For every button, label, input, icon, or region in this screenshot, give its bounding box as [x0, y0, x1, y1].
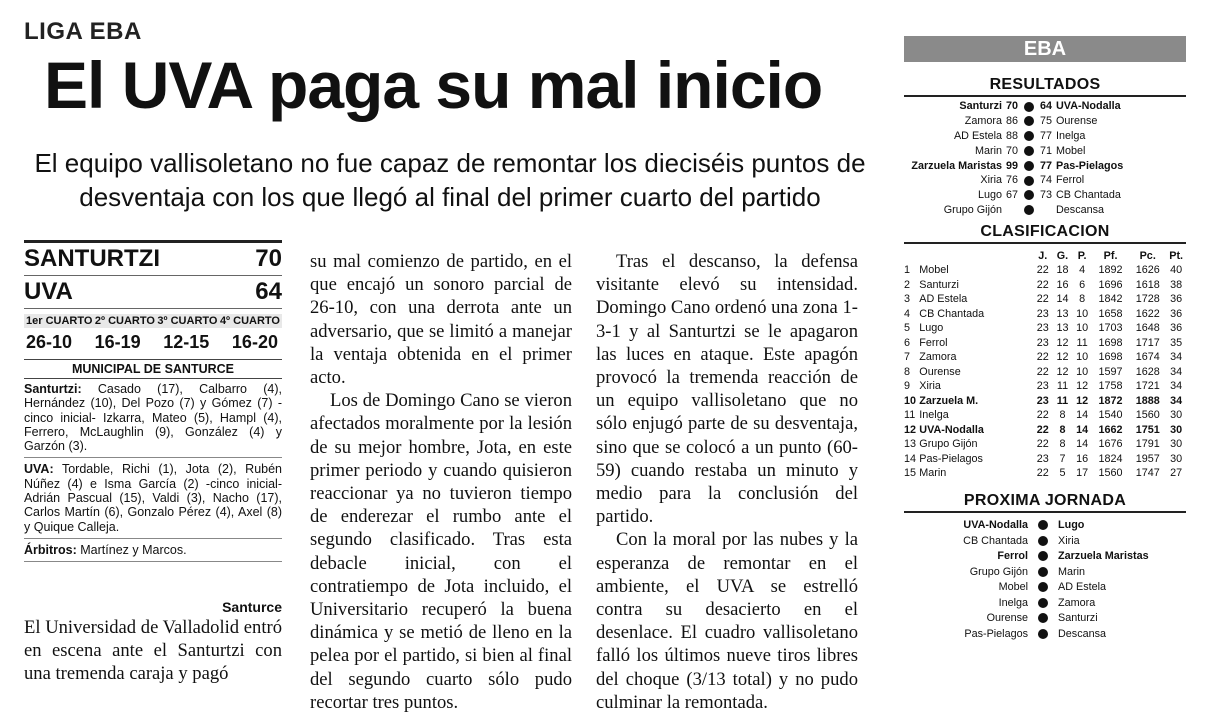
standings-played: 22 [1036, 264, 1049, 277]
next-home-team: Inelga [998, 596, 1028, 609]
standings-won: 18 [1056, 264, 1069, 277]
standings-position: 15 [904, 467, 917, 480]
result-dot [1028, 579, 1058, 595]
standings-points: 27 [1170, 467, 1183, 480]
next-away-team: AD Estela [1058, 581, 1107, 594]
standings-points-against: 1791 [1135, 438, 1160, 451]
standings-points-against: 1751 [1135, 423, 1160, 436]
standings-points-against: 1957 [1135, 452, 1160, 465]
standings-position: 9 [904, 380, 911, 393]
standings-lost: 10 [1076, 322, 1089, 335]
result-dot [1022, 203, 1036, 218]
standings-points: 34 [1170, 380, 1183, 393]
article-column-2 [310, 250, 572, 714]
next-round-row [904, 579, 1186, 595]
standings-row [904, 306, 1186, 321]
standings-position: 10 [904, 394, 917, 407]
bullet-icon [1024, 205, 1034, 215]
standings-points-for: 1698 [1098, 351, 1123, 364]
standings-points-against: 1628 [1135, 365, 1160, 378]
next-home-team: CB Chantada [963, 534, 1028, 547]
standings-lost: 6 [1079, 278, 1086, 291]
standings-row [904, 292, 1186, 307]
quarter-score: 26-10 [26, 332, 73, 352]
standings-points-against: 1626 [1135, 264, 1160, 277]
result-home-team: Santurzi [959, 100, 1002, 113]
standings-row [904, 364, 1186, 379]
result-away-team: Pas-Pielagos [1056, 159, 1124, 172]
standings-points-against: 1622 [1135, 307, 1160, 320]
standings-team: AD Estela [919, 293, 968, 306]
standings-won: 5 [1059, 467, 1066, 480]
standings-team: Lugo [919, 322, 944, 335]
standings-team: Ourense [919, 365, 961, 378]
standings-points: 40 [1170, 264, 1183, 277]
standings-row [904, 422, 1186, 437]
standings-points: 38 [1170, 278, 1183, 291]
standings-points: 36 [1170, 322, 1183, 335]
standings-header: P. [1077, 249, 1087, 262]
standings-row [904, 466, 1186, 481]
bullet-icon [1038, 582, 1048, 592]
home-team-name: SANTURTZI [24, 245, 160, 272]
next-round-table [904, 517, 1186, 641]
next-home-team: Mobel [998, 581, 1028, 594]
standings-points-against: 1717 [1135, 336, 1160, 349]
standings-points-for: 1597 [1098, 365, 1123, 378]
next-round-title: PROXIMA JORNADA [963, 492, 1127, 510]
standings-played: 23 [1036, 394, 1049, 407]
standings-points-for: 1698 [1098, 336, 1123, 349]
standings-won: 12 [1056, 336, 1069, 349]
quarter-score: 16-19 [94, 332, 141, 352]
standings-lost: 12 [1076, 394, 1089, 407]
standings-team: Santurzi [919, 278, 959, 291]
result-home-score: 99 [1005, 159, 1018, 172]
next-round-row [904, 517, 1186, 533]
standings-played: 23 [1036, 336, 1049, 349]
bullet-icon [1038, 551, 1048, 561]
result-home-team: Xiria [980, 174, 1002, 187]
result-home-team: Lugo [977, 189, 1002, 202]
standings-played: 22 [1036, 278, 1049, 291]
uva-lineup-label: UVA: [24, 462, 54, 477]
quarter-label: 2º CUARTO [94, 315, 155, 327]
result-home-score: 67 [1005, 189, 1018, 202]
standings-points-against: 1728 [1135, 293, 1160, 306]
standings-position: 4 [904, 307, 911, 320]
bullet-icon [1038, 536, 1048, 546]
uva-lineup-block [24, 462, 282, 533]
result-row [904, 188, 1186, 203]
standings-points-for: 1703 [1098, 322, 1123, 335]
standings-points-against: 1560 [1135, 409, 1160, 422]
result-row [904, 158, 1186, 173]
standings-played: 22 [1036, 423, 1049, 436]
bullet-icon [1024, 131, 1034, 141]
standings-lost: 10 [1076, 351, 1089, 364]
bullet-icon [1038, 598, 1048, 608]
standings-points-for: 1842 [1098, 293, 1123, 306]
standings-points: 34 [1170, 365, 1183, 378]
result-dot [1022, 188, 1036, 203]
standings-played: 23 [1036, 452, 1049, 465]
standings-points-for: 1676 [1098, 438, 1123, 451]
standings-team: Mobel [919, 264, 949, 277]
standings-played: 23 [1036, 322, 1049, 335]
santurtzi-lineup: Casado (17), Calbarro (4), Hernández (10), Del Pozo (7) y Gómez (7) -cinco inicial- Izkarra, Mateo (5), Hampl (4), Ferrero, McLaughlin (9), González (4) y Garzón (3). [24, 382, 282, 454]
quarter-score: 16-20 [231, 332, 278, 352]
standings-row [904, 263, 1186, 278]
result-dot [1028, 533, 1058, 549]
standings-position: 6 [904, 336, 911, 349]
standings-position: 7 [904, 351, 911, 364]
result-home-score: 88 [1005, 129, 1018, 142]
section-label: LIGA EBA [24, 18, 142, 45]
next-round-row [904, 626, 1186, 642]
standings-won: 12 [1056, 365, 1069, 378]
away-team-name: UVA [24, 278, 73, 305]
standings-won: 12 [1056, 351, 1069, 364]
standings-points: 30 [1170, 423, 1183, 436]
standings-won: 11 [1056, 380, 1069, 393]
standings-header: Pt. [1169, 249, 1184, 262]
standings-points-against: 1747 [1135, 467, 1160, 480]
standings-won: 13 [1056, 322, 1069, 335]
standings-lost: 14 [1076, 438, 1089, 451]
standings-points: 36 [1170, 307, 1183, 320]
standings-points-for: 1872 [1098, 394, 1123, 407]
standings-position: 13 [904, 438, 917, 451]
standings-row [904, 350, 1186, 365]
next-home-team: Ourense [986, 612, 1028, 625]
standings-points: 35 [1170, 336, 1183, 349]
next-away-team: Santurzi [1058, 612, 1098, 625]
quarter-label: 4º CUARTO [219, 315, 280, 327]
next-away-team: Zamora [1058, 596, 1096, 609]
result-away-team: Inelga [1056, 129, 1086, 142]
standings-points: 34 [1170, 394, 1183, 407]
result-dot [1022, 99, 1036, 114]
result-row [904, 203, 1186, 218]
standings-team: Zamora [919, 351, 957, 364]
bullet-icon [1024, 161, 1034, 171]
next-round-row [904, 533, 1186, 549]
standings-lost: 12 [1076, 380, 1089, 393]
standings-lost: 10 [1076, 365, 1089, 378]
article-paragraph: su mal comienzo de partido, en el que encajó un sonoro parcial de 26-10, con una derrota ante un adversario, que se limitó a manejar la ventaja obtenida en el primer acto. [310, 251, 572, 389]
standings-team: Inelga [919, 409, 949, 422]
standings-team: Pas-Pielagos [919, 452, 983, 465]
standings-header: Pc. [1139, 249, 1156, 262]
standings-row [904, 451, 1186, 466]
article-column-1 [24, 616, 282, 686]
result-away-score: 75 [1039, 115, 1052, 128]
standings-lost: 17 [1076, 467, 1089, 480]
result-home-team: AD Estela [953, 129, 1002, 142]
result-away-score: 73 [1039, 189, 1052, 202]
bullet-icon [1038, 629, 1048, 639]
referees: Martínez y Marcos. [80, 542, 187, 557]
standings-won: 8 [1059, 438, 1066, 451]
article-paragraph: Con la moral por las nubes y la esperanza de remontar en el ambiente, el UVA se estrelló contra su desacierto en el desenlace. El cuadro vallisoletano falló los últimos nueve tiros libres del choque (3/13 total) y no pudo culminar la remontada. [596, 529, 858, 713]
standings-points-against: 1674 [1135, 351, 1160, 364]
standings-lost: 4 [1079, 264, 1086, 277]
standings-won: 14 [1056, 293, 1069, 306]
result-dot [1028, 610, 1058, 626]
standings-row [904, 335, 1186, 350]
standings-team: Grupo Gijón [919, 438, 978, 451]
standings-points: 30 [1170, 438, 1183, 451]
standings-won: 7 [1059, 452, 1066, 465]
standings-team: CB Chantada [919, 307, 985, 320]
standings-lost: 8 [1079, 293, 1086, 306]
result-row [904, 99, 1186, 114]
standings-won: 13 [1056, 307, 1069, 320]
standings-points-for: 1824 [1098, 452, 1123, 465]
standings-played: 22 [1036, 351, 1049, 364]
result-dot [1028, 595, 1058, 611]
standings-played: 22 [1036, 293, 1049, 306]
standings-played: 22 [1036, 438, 1049, 451]
referees-label: Árbitros: [24, 542, 77, 557]
result-home-team: Zarzuela Maristas [911, 159, 1002, 172]
standings-played: 22 [1036, 409, 1049, 422]
quarter-score: 12-15 [163, 332, 210, 352]
santurtzi-lineup-block [24, 382, 282, 453]
article-paragraph: Los de Domingo Cano se vieron afectados moralmente por la lesión de su mejor hombre, Jota, en este primer periodo y cuando quisieron reaccionar ya no tuvieron tiempo de enderezar el rumbo ante el segundo clasificado. Tras esta debacle inicial, con el contratiempo de Jota incluido, el Universitario recuperó la buena dinámica y se metió de lleno en la pelea por el partido, si bien al final del segundo cuarto sólo pudo recortar tres puntos. [310, 390, 572, 713]
result-away-team: Ourense [1056, 115, 1098, 128]
standings-won: 11 [1056, 394, 1069, 407]
bullet-icon [1024, 116, 1034, 126]
next-round-row [904, 548, 1186, 564]
next-round-row [904, 595, 1186, 611]
bullet-icon [1038, 613, 1048, 623]
result-row [904, 143, 1186, 158]
result-away-team: Mobel [1056, 144, 1086, 157]
next-round-row [904, 564, 1186, 580]
standings-row [904, 379, 1186, 394]
result-home-team: Marin [975, 144, 1002, 157]
next-home-team: Ferrol [997, 550, 1028, 563]
result-away-team: CB Chantada [1056, 189, 1121, 202]
standings-played: 23 [1036, 307, 1049, 320]
result-dot [1022, 158, 1036, 173]
standings-position: 2 [904, 278, 911, 291]
standings-points: 30 [1170, 452, 1183, 465]
result-away-team: UVA-Nodalla [1056, 100, 1121, 113]
result-away-score: 74 [1039, 174, 1052, 187]
home-team-score: 70 [255, 245, 282, 272]
result-row [904, 173, 1186, 188]
standings-position: 14 [904, 452, 917, 465]
standings-won: 8 [1059, 409, 1066, 422]
standings-points-for: 1662 [1098, 423, 1123, 436]
next-away-team: Xiria [1058, 534, 1080, 547]
article-paragraph: Tras el descanso, la defensa visitante elevó su intensidad. Domingo Cano ordenó una zona 1-3-1 y al Santurtzi se le apagaron las luces en ataque. Este apagón provocó la tremenda reacción de un equipo vallisoletano que no sólo enjugó parte de su desventaja, sino que se colocó a un punto (60-59) cuando restaba un minuto y medio para la conclusión del partido. [596, 251, 858, 528]
result-away-team: Descansa [1056, 203, 1105, 216]
quarter-labels [24, 314, 282, 328]
article-column-3 [596, 250, 858, 714]
standings-position: 5 [904, 322, 911, 335]
result-away-score: 64 [1039, 100, 1052, 113]
next-away-team: Marin [1058, 565, 1085, 578]
standings-lost: 11 [1076, 336, 1088, 349]
result-away-score [1036, 203, 1056, 218]
standings-points: 34 [1170, 351, 1183, 364]
next-home-team: UVA-Nodalla [963, 519, 1028, 532]
result-home-score: 70 [1005, 144, 1018, 157]
result-dot [1022, 173, 1036, 188]
standings-points-for: 1892 [1098, 264, 1123, 277]
standings-team: Xiria [919, 380, 941, 393]
standings-played: 22 [1036, 467, 1049, 480]
standings-header: Pf. [1103, 249, 1118, 262]
bullet-icon [1024, 146, 1034, 156]
santurtzi-lineup-label: Santurtzi: [24, 382, 82, 396]
result-away-team: Ferrol [1056, 174, 1085, 187]
away-team-score: 64 [255, 278, 282, 305]
uva-lineup: Tordable, Richi (1), Jota (2), Rubén Núñez (4) e Isma García (2) -cinco inicial- Adrián Pascual (15), Valdi (3), Nacho (17), Carlos Martín (6), Gonzalo Pérez (4), Axel (8) y Quique Calleja. [24, 462, 282, 534]
quarter-label: 3º CUARTO [157, 315, 218, 327]
result-away-score: 77 [1039, 129, 1052, 142]
next-home-team: Grupo Gijón [969, 565, 1028, 578]
referees-block [24, 543, 282, 557]
standings-points-against: 1618 [1135, 278, 1160, 291]
quarter-label: 1er CUARTO [26, 315, 93, 327]
standings-lost: 16 [1076, 452, 1089, 465]
standings-title: CLASIFICACION [980, 223, 1110, 241]
standings-played: 23 [1036, 380, 1049, 393]
standings-row [904, 277, 1186, 292]
standings-points: 36 [1170, 293, 1183, 306]
standings-header: G. [1056, 249, 1069, 262]
standings-points-for: 1696 [1098, 278, 1123, 291]
result-home-team: Zamora [964, 115, 1002, 128]
bullet-icon [1038, 567, 1048, 577]
eba-sidebar [904, 36, 1186, 641]
bullet-icon [1024, 190, 1034, 200]
standings-team: Ferrol [919, 336, 948, 349]
standings-position: 3 [904, 293, 911, 306]
standings-points-for: 1658 [1098, 307, 1123, 320]
scoreboard [24, 240, 282, 562]
result-dot [1028, 626, 1058, 642]
standings-header: J. [1038, 249, 1048, 262]
result-dot [1022, 114, 1036, 129]
next-away-team: Lugo [1058, 519, 1085, 532]
standings-points-against: 1721 [1135, 380, 1160, 393]
next-away-team: Zarzuela Maristas [1058, 550, 1149, 563]
standings-row [904, 393, 1186, 408]
results-table [904, 99, 1186, 217]
headline: El UVA paga su mal inicio [44, 48, 823, 122]
standings-position: 11 [904, 409, 916, 422]
result-dot [1022, 143, 1036, 158]
result-row [904, 114, 1186, 129]
standings-row [904, 408, 1186, 423]
standings-header-blank [904, 248, 919, 263]
standings-points-against: 1888 [1135, 394, 1160, 407]
standings-position: 8 [904, 365, 911, 378]
result-home-team: Grupo Gijón [943, 203, 1002, 216]
standings-points-for: 1540 [1098, 409, 1123, 422]
bullet-icon [1024, 102, 1034, 112]
standings-won: 16 [1056, 278, 1069, 291]
standings-team: Marin [919, 467, 947, 480]
standings-points-against: 1648 [1135, 322, 1160, 335]
result-home-score: 70 [1005, 100, 1018, 113]
standings-header-row [904, 248, 1186, 263]
subheadline: El equipo vallisoletano no fue capaz de remontar los dieciséis puntos de desventaja con los que llegó al final del primer cuarto del partido [34, 148, 866, 212]
standings-played: 22 [1036, 365, 1049, 378]
result-dot [1022, 129, 1036, 144]
standings-row [904, 321, 1186, 336]
standings-won: 8 [1059, 423, 1066, 436]
article-dateline: Santurce [222, 599, 282, 615]
standings-position: 12 [904, 423, 917, 436]
venue: MUNICIPAL DE SANTURCE [71, 362, 235, 376]
standings-header-blank [919, 248, 1033, 263]
standings-lost: 14 [1076, 409, 1089, 422]
eba-title: EBA [904, 36, 1186, 62]
next-away-team: Descansa [1058, 627, 1107, 640]
standings-points-for: 1560 [1098, 467, 1123, 480]
result-dot [1028, 548, 1058, 564]
standings-position: 1 [904, 264, 911, 277]
result-row [904, 129, 1186, 144]
bullet-icon [1024, 176, 1034, 186]
result-home-score: 76 [1005, 174, 1018, 187]
home-team-row [24, 243, 282, 275]
results-title: RESULTADOS [989, 76, 1101, 93]
result-dot [1028, 564, 1058, 580]
article-paragraph: El Universidad de Valladolid entró en escena ante el Santurtzi con una tremenda caraja y pagó [24, 617, 282, 685]
standings-row [904, 437, 1186, 452]
standings-lost: 10 [1076, 307, 1089, 320]
standings-table [904, 248, 1186, 480]
standings-points: 30 [1170, 409, 1183, 422]
result-dot [1028, 517, 1058, 533]
next-round-row [904, 610, 1186, 626]
result-home-score [1002, 203, 1022, 218]
bullet-icon [1038, 520, 1048, 530]
standings-points-for: 1758 [1098, 380, 1123, 393]
result-home-score: 86 [1005, 115, 1018, 128]
quarter-scores [24, 328, 282, 355]
result-away-score: 71 [1039, 144, 1052, 157]
next-home-team: Pas-Pielagos [964, 627, 1028, 640]
result-away-score: 77 [1039, 159, 1052, 172]
away-team-row [24, 276, 282, 308]
standings-lost: 14 [1076, 423, 1089, 436]
standings-team: UVA-Nodalla [919, 423, 984, 436]
standings-team: Zarzuela M. [919, 394, 979, 407]
